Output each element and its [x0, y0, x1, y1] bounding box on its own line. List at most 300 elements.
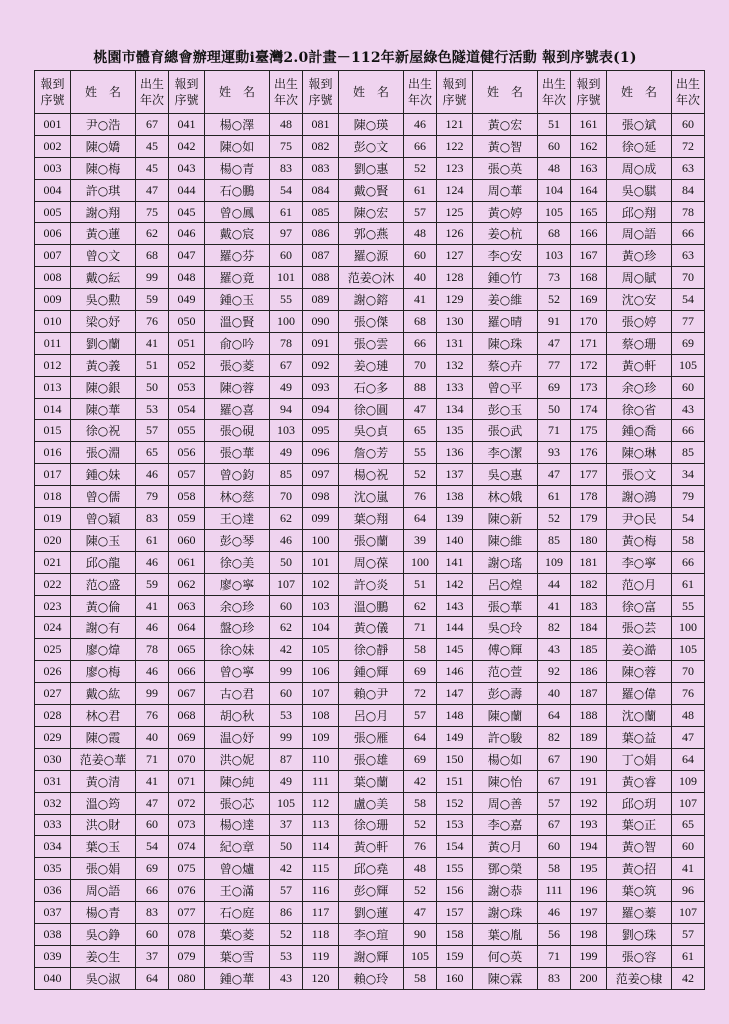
name-cell: 張○蘭	[339, 529, 404, 551]
birth-year-cell: 50	[538, 398, 571, 420]
serial-cell: 165	[571, 201, 607, 223]
birth-year-cell: 85	[672, 442, 705, 464]
name-cell: 周○華	[473, 179, 538, 201]
name-cell: 黃○智	[607, 836, 672, 858]
serial-cell: 027	[35, 683, 71, 705]
birth-year-cell: 93	[538, 442, 571, 464]
birth-year-cell: 40	[136, 726, 169, 748]
serial-cell: 002	[35, 135, 71, 157]
table-row	[35, 529, 705, 551]
name-cell: 石○鵬	[205, 179, 270, 201]
serial-cell: 063	[169, 595, 205, 617]
serial-cell: 116	[303, 880, 339, 902]
birth-year-cell: 67	[538, 814, 571, 836]
serial-cell: 065	[169, 639, 205, 661]
birth-year-cell: 57	[672, 923, 705, 945]
serial-cell: 162	[571, 135, 607, 157]
birth-year-cell: 76	[672, 683, 705, 705]
birth-year-cell: 46	[136, 661, 169, 683]
name-cell: 李○瑄	[339, 923, 404, 945]
birth-year-cell: 67	[538, 770, 571, 792]
table-row	[35, 551, 705, 573]
birth-year-cell: 60	[136, 814, 169, 836]
birth-year-cell: 60	[404, 245, 437, 267]
serial-cell: 018	[35, 486, 71, 508]
serial-cell: 164	[571, 179, 607, 201]
birth-year-cell: 58	[538, 858, 571, 880]
name-cell: 陳○梅	[71, 157, 136, 179]
serial-cell: 103	[303, 595, 339, 617]
serial-cell: 099	[303, 508, 339, 530]
name-cell: 張○婷	[607, 311, 672, 333]
name-cell: 蔡○卉	[473, 354, 538, 376]
name-cell: 徐○妹	[205, 639, 270, 661]
table-row	[35, 639, 705, 661]
name-cell: 鍾○喬	[607, 420, 672, 442]
name-cell: 張○華	[473, 595, 538, 617]
birth-year-cell: 64	[136, 967, 169, 989]
birth-year-cell: 41	[538, 595, 571, 617]
name-cell: 羅○偉	[607, 683, 672, 705]
serial-cell: 156	[437, 880, 473, 902]
name-cell: 曾○文	[71, 245, 136, 267]
serial-cell: 009	[35, 289, 71, 311]
table-row	[35, 814, 705, 836]
table-row	[35, 311, 705, 333]
serial-cell: 109	[303, 726, 339, 748]
name-cell: 黃○珍	[607, 245, 672, 267]
name-cell: 葉○玉	[71, 836, 136, 858]
serial-cell: 017	[35, 464, 71, 486]
serial-cell: 079	[169, 945, 205, 967]
name-cell: 古○君	[205, 683, 270, 705]
serial-cell: 120	[303, 967, 339, 989]
birth-year-cell: 62	[270, 617, 303, 639]
header-serial: 報到 序號	[35, 71, 71, 114]
name-cell: 吳○淑	[71, 967, 136, 989]
birth-year-cell: 99	[136, 683, 169, 705]
serial-cell: 102	[303, 573, 339, 595]
serial-cell: 006	[35, 223, 71, 245]
serial-cell: 058	[169, 486, 205, 508]
table-row	[35, 376, 705, 398]
name-cell: 陳○琳	[607, 442, 672, 464]
serial-cell: 101	[303, 551, 339, 573]
serial-cell: 075	[169, 858, 205, 880]
serial-cell: 030	[35, 748, 71, 770]
serial-cell: 187	[571, 683, 607, 705]
birth-year-cell: 48	[672, 705, 705, 727]
serial-cell: 010	[35, 311, 71, 333]
birth-year-cell: 76	[136, 705, 169, 727]
serial-cell: 053	[169, 376, 205, 398]
serial-cell: 131	[437, 332, 473, 354]
birth-year-cell: 69	[672, 332, 705, 354]
serial-cell: 041	[169, 114, 205, 136]
birth-year-cell: 48	[404, 223, 437, 245]
birth-year-cell: 47	[404, 902, 437, 924]
name-cell: 彭○文	[339, 135, 404, 157]
table-row	[35, 573, 705, 595]
table-row	[35, 267, 705, 289]
name-cell: 彭○壽	[473, 683, 538, 705]
name-cell: 黃○軒	[607, 354, 672, 376]
name-cell: 盧○美	[339, 792, 404, 814]
serial-cell: 088	[303, 267, 339, 289]
name-cell: 吳○錚	[71, 923, 136, 945]
serial-cell: 174	[571, 398, 607, 420]
serial-cell: 012	[35, 354, 71, 376]
birth-year-cell: 42	[270, 858, 303, 880]
birth-year-cell: 47	[136, 179, 169, 201]
birth-year-cell: 82	[538, 726, 571, 748]
name-cell: 徐○珊	[339, 814, 404, 836]
birth-year-cell: 76	[136, 311, 169, 333]
name-cell: 廖○煒	[71, 639, 136, 661]
name-cell: 鍾○華	[205, 967, 270, 989]
serial-cell: 097	[303, 464, 339, 486]
serial-cell: 004	[35, 179, 71, 201]
table-row	[35, 726, 705, 748]
birth-year-cell: 47	[538, 464, 571, 486]
birth-year-cell: 41	[672, 858, 705, 880]
serial-cell: 057	[169, 464, 205, 486]
name-cell: 徐○靜	[339, 639, 404, 661]
birth-year-cell: 48	[270, 114, 303, 136]
serial-cell: 047	[169, 245, 205, 267]
serial-cell: 011	[35, 332, 71, 354]
birth-year-cell: 43	[672, 398, 705, 420]
serial-cell: 090	[303, 311, 339, 333]
name-cell: 羅○晴	[473, 311, 538, 333]
serial-cell: 031	[35, 770, 71, 792]
serial-cell: 055	[169, 420, 205, 442]
header-birth-year: 出生 年次	[672, 71, 705, 114]
serial-cell: 084	[303, 179, 339, 201]
name-cell: 姜○澔	[607, 639, 672, 661]
birth-year-cell: 91	[538, 311, 571, 333]
name-cell: 曾○平	[473, 376, 538, 398]
serial-cell: 121	[437, 114, 473, 136]
birth-year-cell: 59	[136, 573, 169, 595]
serial-cell: 198	[571, 923, 607, 945]
serial-cell: 166	[571, 223, 607, 245]
serial-cell: 200	[571, 967, 607, 989]
table-row	[35, 114, 705, 136]
birth-year-cell: 78	[672, 201, 705, 223]
name-cell: 范○月	[607, 573, 672, 595]
table-row	[35, 792, 705, 814]
birth-year-cell: 83	[538, 967, 571, 989]
serial-cell: 077	[169, 902, 205, 924]
birth-year-cell: 72	[672, 135, 705, 157]
birth-year-cell: 76	[404, 486, 437, 508]
name-cell: 徐○圓	[339, 398, 404, 420]
birth-year-cell: 62	[270, 508, 303, 530]
birth-year-cell: 107	[270, 573, 303, 595]
birth-year-cell: 46	[136, 464, 169, 486]
name-cell: 吳○勲	[71, 289, 136, 311]
name-cell: 邱○龍	[71, 551, 136, 573]
birth-year-cell: 66	[672, 223, 705, 245]
name-cell: 陳○怡	[473, 770, 538, 792]
name-cell: 陳○蓉	[205, 376, 270, 398]
birth-year-cell: 42	[270, 639, 303, 661]
table-row	[35, 923, 705, 945]
name-cell: 姜○維	[473, 289, 538, 311]
header-name: 姓 名	[473, 71, 538, 114]
serial-cell: 143	[437, 595, 473, 617]
header-birth-year: 出生 年次	[136, 71, 169, 114]
birth-year-cell: 47	[136, 792, 169, 814]
name-cell: 徐○延	[607, 135, 672, 157]
serial-cell: 159	[437, 945, 473, 967]
serial-cell: 117	[303, 902, 339, 924]
birth-year-cell: 54	[672, 289, 705, 311]
table-row	[35, 201, 705, 223]
birth-year-cell: 59	[136, 289, 169, 311]
name-cell: 謝○鎔	[339, 289, 404, 311]
birth-year-cell: 61	[538, 486, 571, 508]
name-cell: 曾○儒	[71, 486, 136, 508]
serial-cell: 181	[571, 551, 607, 573]
serial-cell: 073	[169, 814, 205, 836]
name-cell: 葉○蘭	[339, 770, 404, 792]
serial-cell: 083	[303, 157, 339, 179]
name-cell: 王○滿	[205, 880, 270, 902]
name-cell: 葉○正	[607, 814, 672, 836]
birth-year-cell: 58	[404, 792, 437, 814]
name-cell: 吳○騏	[607, 179, 672, 201]
birth-year-cell: 66	[404, 332, 437, 354]
serial-cell: 096	[303, 442, 339, 464]
name-cell: 尹○浩	[71, 114, 136, 136]
birth-year-cell: 70	[672, 267, 705, 289]
birth-year-cell: 52	[538, 508, 571, 530]
name-cell: 陳○純	[205, 770, 270, 792]
birth-year-cell: 84	[672, 179, 705, 201]
name-cell: 陳○維	[473, 529, 538, 551]
name-cell: 陳○瑛	[339, 114, 404, 136]
birth-year-cell: 103	[270, 420, 303, 442]
name-cell: 黃○睿	[607, 770, 672, 792]
name-cell: 張○武	[473, 420, 538, 442]
name-cell: 郭○燕	[339, 223, 404, 245]
name-cell: 胡○秋	[205, 705, 270, 727]
serial-cell: 137	[437, 464, 473, 486]
birth-year-cell: 39	[404, 529, 437, 551]
birth-year-cell: 41	[404, 289, 437, 311]
birth-year-cell: 83	[136, 508, 169, 530]
birth-year-cell: 70	[270, 486, 303, 508]
serial-cell: 124	[437, 179, 473, 201]
serial-cell: 157	[437, 902, 473, 924]
name-cell: 張○文	[607, 464, 672, 486]
name-cell: 周○賦	[607, 267, 672, 289]
birth-year-cell: 70	[404, 354, 437, 376]
birth-year-cell: 64	[672, 748, 705, 770]
name-cell: 周○善	[473, 792, 538, 814]
serial-cell: 133	[437, 376, 473, 398]
serial-cell: 172	[571, 354, 607, 376]
header-birth-year: 出生 年次	[270, 71, 303, 114]
birth-year-cell: 90	[404, 923, 437, 945]
name-cell: 溫○筠	[71, 792, 136, 814]
birth-year-cell: 99	[270, 726, 303, 748]
serial-cell: 151	[437, 770, 473, 792]
name-cell: 曾○穎	[71, 508, 136, 530]
birth-year-cell: 46	[270, 529, 303, 551]
birth-year-cell: 57	[404, 705, 437, 727]
name-cell: 李○安	[473, 245, 538, 267]
serial-cell: 091	[303, 332, 339, 354]
serial-cell: 179	[571, 508, 607, 530]
serial-cell: 146	[437, 661, 473, 683]
name-cell: 何○英	[473, 945, 538, 967]
name-cell: 戴○紘	[71, 683, 136, 705]
birth-year-cell: 100	[404, 551, 437, 573]
name-cell: 張○芸	[607, 617, 672, 639]
serial-cell: 176	[571, 442, 607, 464]
name-cell: 周○葆	[339, 551, 404, 573]
serial-cell: 080	[169, 967, 205, 989]
name-cell: 謝○有	[71, 617, 136, 639]
serial-cell: 072	[169, 792, 205, 814]
name-cell: 陳○銀	[71, 376, 136, 398]
page-title: 桃園市體育總會辦理運動i臺灣2.0計畫－112年新屋綠色隧道健行活動 報到序號表(1)	[93, 50, 637, 66]
birth-year-cell: 52	[538, 289, 571, 311]
birth-year-cell: 63	[672, 245, 705, 267]
name-cell: 羅○竟	[205, 267, 270, 289]
birth-year-cell: 60	[270, 595, 303, 617]
birth-year-cell: 64	[404, 726, 437, 748]
serial-cell: 115	[303, 858, 339, 880]
serial-cell: 067	[169, 683, 205, 705]
birth-year-cell: 65	[404, 420, 437, 442]
birth-year-cell: 41	[136, 595, 169, 617]
serial-cell: 108	[303, 705, 339, 727]
birth-year-cell: 41	[136, 770, 169, 792]
serial-cell: 189	[571, 726, 607, 748]
birth-year-cell: 71	[136, 748, 169, 770]
name-cell: 王○達	[205, 508, 270, 530]
name-cell: 楊○澤	[205, 114, 270, 136]
birth-year-cell: 86	[270, 902, 303, 924]
name-cell: 呂○煌	[473, 573, 538, 595]
name-cell: 陳○宏	[339, 201, 404, 223]
serial-cell: 089	[303, 289, 339, 311]
birth-year-cell: 79	[136, 486, 169, 508]
birth-year-cell: 52	[404, 157, 437, 179]
name-cell: 李○嘉	[473, 814, 538, 836]
serial-cell: 154	[437, 836, 473, 858]
serial-cell: 052	[169, 354, 205, 376]
birth-year-cell: 77	[538, 354, 571, 376]
birth-year-cell: 73	[538, 267, 571, 289]
name-cell: 呂○月	[339, 705, 404, 727]
birth-year-cell: 53	[270, 705, 303, 727]
name-cell: 葉○益	[607, 726, 672, 748]
serial-cell: 048	[169, 267, 205, 289]
serial-cell: 150	[437, 748, 473, 770]
birth-year-cell: 44	[538, 573, 571, 595]
name-cell: 李○寧	[607, 551, 672, 573]
birth-year-cell: 104	[538, 179, 571, 201]
serial-cell: 183	[571, 595, 607, 617]
name-cell: 楊○達	[205, 814, 270, 836]
birth-year-cell: 97	[270, 223, 303, 245]
name-cell: 張○淵	[71, 442, 136, 464]
name-cell: 姜○生	[71, 945, 136, 967]
table-row	[35, 354, 705, 376]
serial-cell: 130	[437, 311, 473, 333]
serial-cell: 032	[35, 792, 71, 814]
birth-year-cell: 61	[136, 529, 169, 551]
birth-year-cell: 57	[136, 420, 169, 442]
name-cell: 邱○翔	[607, 201, 672, 223]
serial-cell: 064	[169, 617, 205, 639]
header-serial: 報到 序號	[571, 71, 607, 114]
name-cell: 邱○玥	[607, 792, 672, 814]
birth-year-cell: 54	[136, 836, 169, 858]
name-cell: 黃○義	[71, 354, 136, 376]
name-cell: 傅○輝	[473, 639, 538, 661]
birth-year-cell: 37	[136, 945, 169, 967]
name-cell: 石○庭	[205, 902, 270, 924]
birth-year-cell: 55	[404, 442, 437, 464]
birth-year-cell: 83	[136, 902, 169, 924]
birth-year-cell: 64	[404, 508, 437, 530]
name-cell: 范姜○棣	[607, 967, 672, 989]
serial-cell: 196	[571, 880, 607, 902]
serial-cell: 033	[35, 814, 71, 836]
birth-year-cell: 60	[538, 836, 571, 858]
birth-year-cell: 67	[136, 114, 169, 136]
serial-cell: 100	[303, 529, 339, 551]
birth-year-cell: 61	[672, 945, 705, 967]
serial-cell: 160	[437, 967, 473, 989]
name-cell: 張○雁	[339, 726, 404, 748]
birth-year-cell: 68	[404, 311, 437, 333]
birth-year-cell: 99	[136, 267, 169, 289]
serial-cell: 016	[35, 442, 71, 464]
name-cell: 賴○玲	[339, 967, 404, 989]
name-cell: 黃○婷	[473, 201, 538, 223]
birth-year-cell: 48	[538, 157, 571, 179]
birth-year-cell: 99	[270, 661, 303, 683]
serial-cell: 195	[571, 858, 607, 880]
birth-year-cell: 52	[270, 923, 303, 945]
birth-year-cell: 61	[270, 201, 303, 223]
name-cell: 黃○梅	[607, 529, 672, 551]
name-cell: 林○慈	[205, 486, 270, 508]
serial-cell: 037	[35, 902, 71, 924]
name-cell: 陳○華	[71, 398, 136, 420]
serial-cell: 144	[437, 617, 473, 639]
birth-year-cell: 52	[404, 464, 437, 486]
name-cell: 陳○珠	[473, 332, 538, 354]
birth-year-cell: 69	[404, 748, 437, 770]
name-cell: 葉○菱	[205, 923, 270, 945]
birth-year-cell: 66	[672, 551, 705, 573]
name-cell: 尹○民	[607, 508, 672, 530]
serial-cell: 135	[437, 420, 473, 442]
serial-cell: 118	[303, 923, 339, 945]
serial-cell: 197	[571, 902, 607, 924]
birth-year-cell: 42	[404, 770, 437, 792]
name-cell: 彭○輝	[339, 880, 404, 902]
birth-year-cell: 65	[136, 442, 169, 464]
